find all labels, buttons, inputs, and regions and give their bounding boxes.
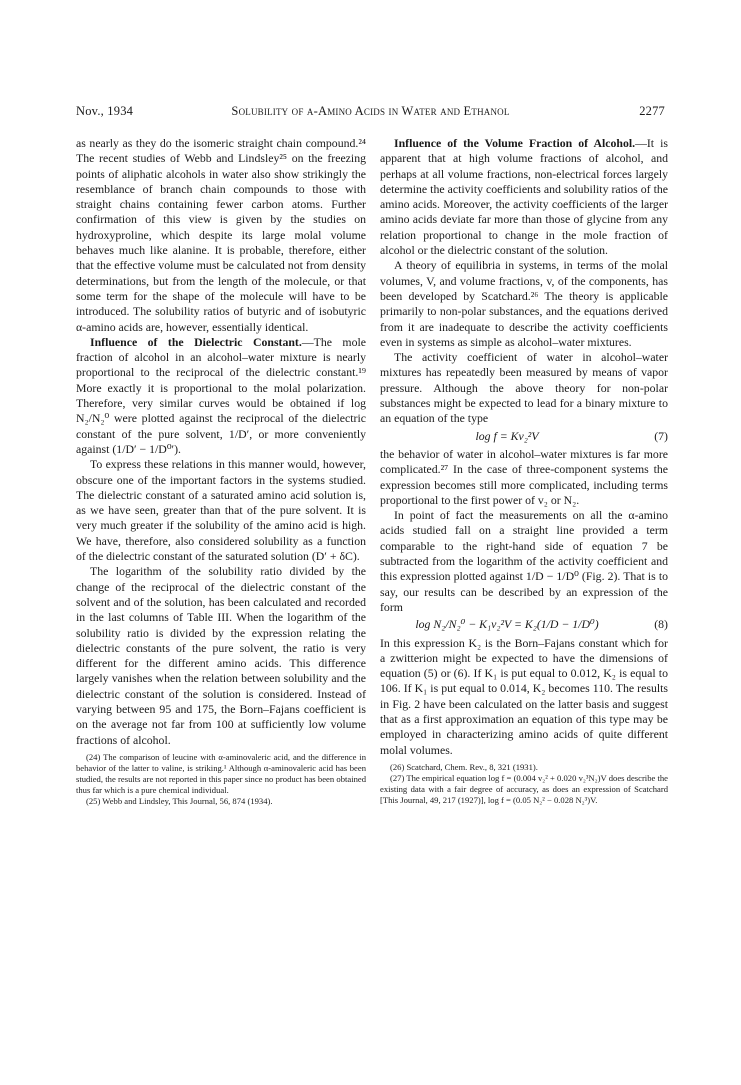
footnote: (25) Webb and Lindsley, This Journal, 56, 874 (1934). — [86, 795, 273, 806]
left-column — [76, 136, 366, 807]
header-title: Solubility of α-Amino Acids in Water and Ethanol — [231, 104, 510, 118]
paragraph: In this expression K₂ is the Born–Fajans constant which for a zwitterion might be expected to have the dimensions of equation (5) or (6). If K₁ is put equal to 0.012, K₂ is equal to 106. If K₁ is put equal to 0.014, K₂ becomes 110. The results in Fig. 2 have been calculated on the latter basis and suggest that as a first approximation an equation of this type may be employed in characterizing amino acids of quite different molal volumes. — [380, 635, 668, 757]
running-header — [76, 104, 665, 122]
section-heading: Influence of the Volume Fraction of Alcohol. — [394, 136, 636, 150]
paragraph-body: —It is apparent that at high volume fractions of alcohol, and perhaps at all volume fractions, non-electrical forces largely determine the activity coefficients and solubility ratios of the amino acids. Moreover, the activity coefficients of the larger amino acids deviate far more than those of glycine from any relation proportional to change in the mole fraction of alcohol or the dielectric constant of the solution. — [380, 136, 668, 258]
footnote: (24) The comparison of leucine with α-aminovaleric acid, and the difference in behavior of the latter to valine, is striking.¹ Although α-aminovaleric acid has been studied, the results are not reported in this paper since no product has been obtained thus far which is a pure chemical individual. — [76, 751, 366, 795]
paragraph-body: —The mole fraction of alcohol in an alcohol–water mixture is nearly proportional to the reciprocal of the dielectric constant.¹⁹ More exactly it is proportional to the molal polarization. Therefore, very similar curves would be obtained if log N₂/N₂⁰ were plotted against the reciprocal of the dielectric constant of the pure solvent, 1/D′, or more conveniently against (1/D′ − 1/D⁰′). — [76, 334, 366, 456]
paragraph — [76, 335, 366, 457]
paragraph: as nearly as they do the isomeric straight chain compound.²⁴ The recent studies of Webb and Lindsley²⁵ on the freezing points of aliphatic alcohols in water also show strikingly the resemblance of branch chain compounds to those with straight chains containing fewer carbon atoms. Further confirmation of this view is given by the studies on hydroxyproline, which despite its large molal volume behaves much like alanine. It is probable, therefore, either that the effective volume must be calculated not from density determinations, but from the length of the molecule, or that some term for the shape of the molecule will have to be introduced. The solubility ratios of butyric and of isobutyric α-amino acids are, however, essentially identical. — [76, 136, 366, 334]
paragraph: A theory of equilibria in systems, in terms of the molal volumes, V, and volume fractions, v, of the components, has been developed by Scatchard.²⁶ The theory is applicable primarily to non-polar substances, and the equations derived from it are inadequate to describe the activity coefficients even in systems as simple as alcohol–water mixtures. — [380, 258, 668, 349]
header-date: Nov., 1934 — [76, 104, 134, 118]
equation-expression: log N₂/N₂⁰ − K₁v₂²V = K₂(1/D − 1/D⁰) — [415, 617, 599, 632]
paragraph: The activity coefficient of water in alcohol–water mixtures has repeatedly been measured by means of vapor pressure. Although the above theory for non-polar substances might be expected to lead for a binary mixture to an equation of the type — [380, 350, 668, 426]
equation-number: (8) — [654, 617, 668, 632]
right-column — [380, 136, 668, 806]
equation-8 — [380, 617, 668, 632]
footnote: (27) The empirical equation log f = (0.004 v₂² + 0.020 v₂³N₂)V does describe the existing data with a fair degree of accuracy, as does an expression of Scatchard [This Journal, 49, 217 (1927)], log f = (0.05 N₂² − 0.028 N₂³)V. — [380, 772, 668, 805]
paragraph: To express these relations in this manner would, however, obscure one of the important factors in the systems studied. The dielectric constant of a saturated amino acid solution is, as we have seen, greater than that of the pure solvent. It is very much greater if the solubility of the amino acid is high. We have, therefore, also considered solubility as a function of the dielectric constant of the saturated solution (D′ + δC). — [76, 457, 366, 564]
paragraph: the behavior of water in alcohol–water mixtures is far more complicated.²⁷ In the case of three-component systems the expression becomes still more complicated, including terms proportional to the first power of v₂ or N₂. — [380, 446, 668, 507]
equation-expression: log f = Kv₂²V — [475, 428, 539, 443]
footnotes — [76, 752, 366, 807]
equation-number: (7) — [654, 428, 668, 443]
section-heading: Influence of the Dielectric Constant. — [90, 334, 302, 349]
footnote: (26) Scatchard, Chem. Rev., 8, 321 (1931). — [390, 761, 538, 772]
paragraph — [380, 136, 668, 258]
paragraph: In point of fact the measurements on all the α-amino acids studied fall on a straight line provided a term comparable to the right-hand side of equation 7 be subtracted from the logarithm of the activity coefficient and this expression plotted against 1/D − 1/D⁰ (Fig. 2). That is to say, our results can be described by an expression of the form — [380, 508, 668, 614]
equation-7 — [380, 429, 668, 444]
footnotes — [380, 762, 668, 806]
paragraph: The logarithm of the solubility ratio divided by the change of the reciprocal of the dielectric constant of the solvent and of the solution, has been calculated and recorded in the last columns of Table III. When the logarithm of the solubility ratio is divided by the expression relating the dielectric constants of the pure solvent, the ratio is very different for the different amino acids. This difference largely vanishes when the relation between solubility and the dielectric constant of the solution is considered. Instead of varying between 95 and 175, the Born–Fajans coefficient is on the average not far from 100 at sufficiently low volume fractions of alcohol. — [76, 564, 366, 747]
page-number: 2277 — [639, 104, 665, 118]
